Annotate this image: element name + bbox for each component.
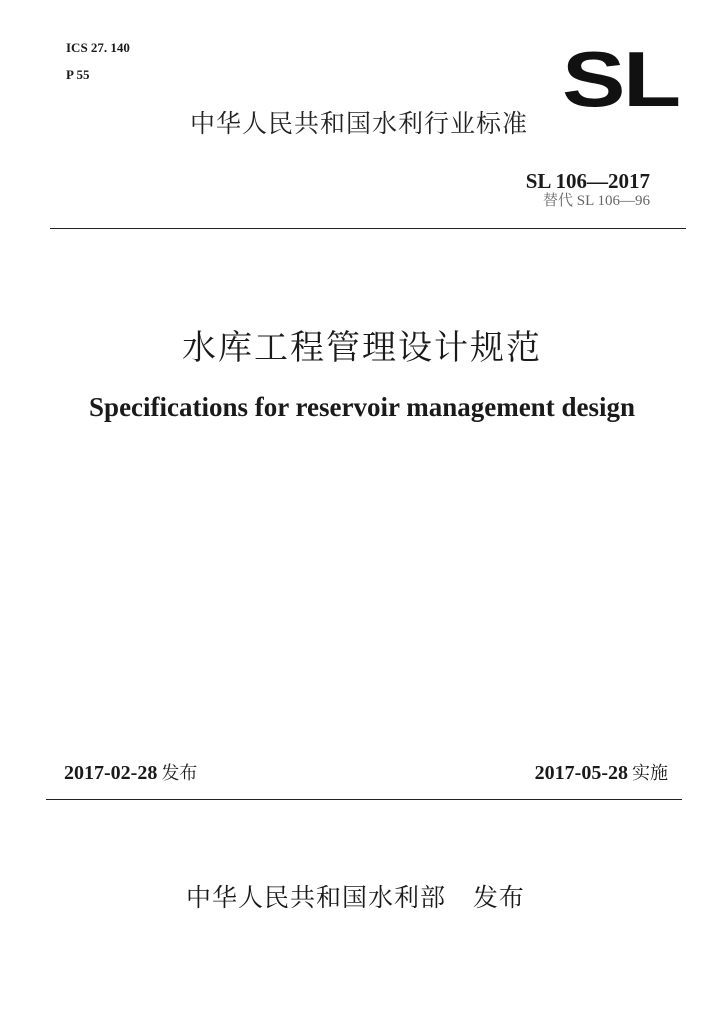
replaces-standard: 替代 SL 106—96 (543, 193, 650, 209)
industry-standard-heading: 中华人民共和国水利行业标准 (190, 109, 529, 138)
publisher-line (186, 882, 525, 914)
classification-code: P 55 (66, 67, 90, 82)
issue-label: 发布 (161, 763, 198, 784)
document-title-english: Specifications for reservoir management design (89, 392, 635, 422)
issue-date: 2017-02-28 (64, 762, 158, 784)
publisher-action: 发布 (472, 883, 525, 912)
standard-number: SL 106—2017 (525, 169, 650, 193)
bottom-divider (46, 799, 682, 800)
document-title-chinese: 水库工程管理设计规范 (182, 328, 542, 368)
issue-date-block (64, 760, 197, 787)
sl-logo: SL (562, 35, 679, 123)
implement-date: 2017-05-28 (534, 762, 628, 784)
implement-date-block (535, 760, 668, 787)
implement-label: 实施 (632, 763, 668, 784)
publisher-name: 中华人民共和国水利部 (186, 883, 447, 912)
top-divider (50, 228, 686, 229)
ics-code: ICS 27. 140 (66, 40, 130, 55)
